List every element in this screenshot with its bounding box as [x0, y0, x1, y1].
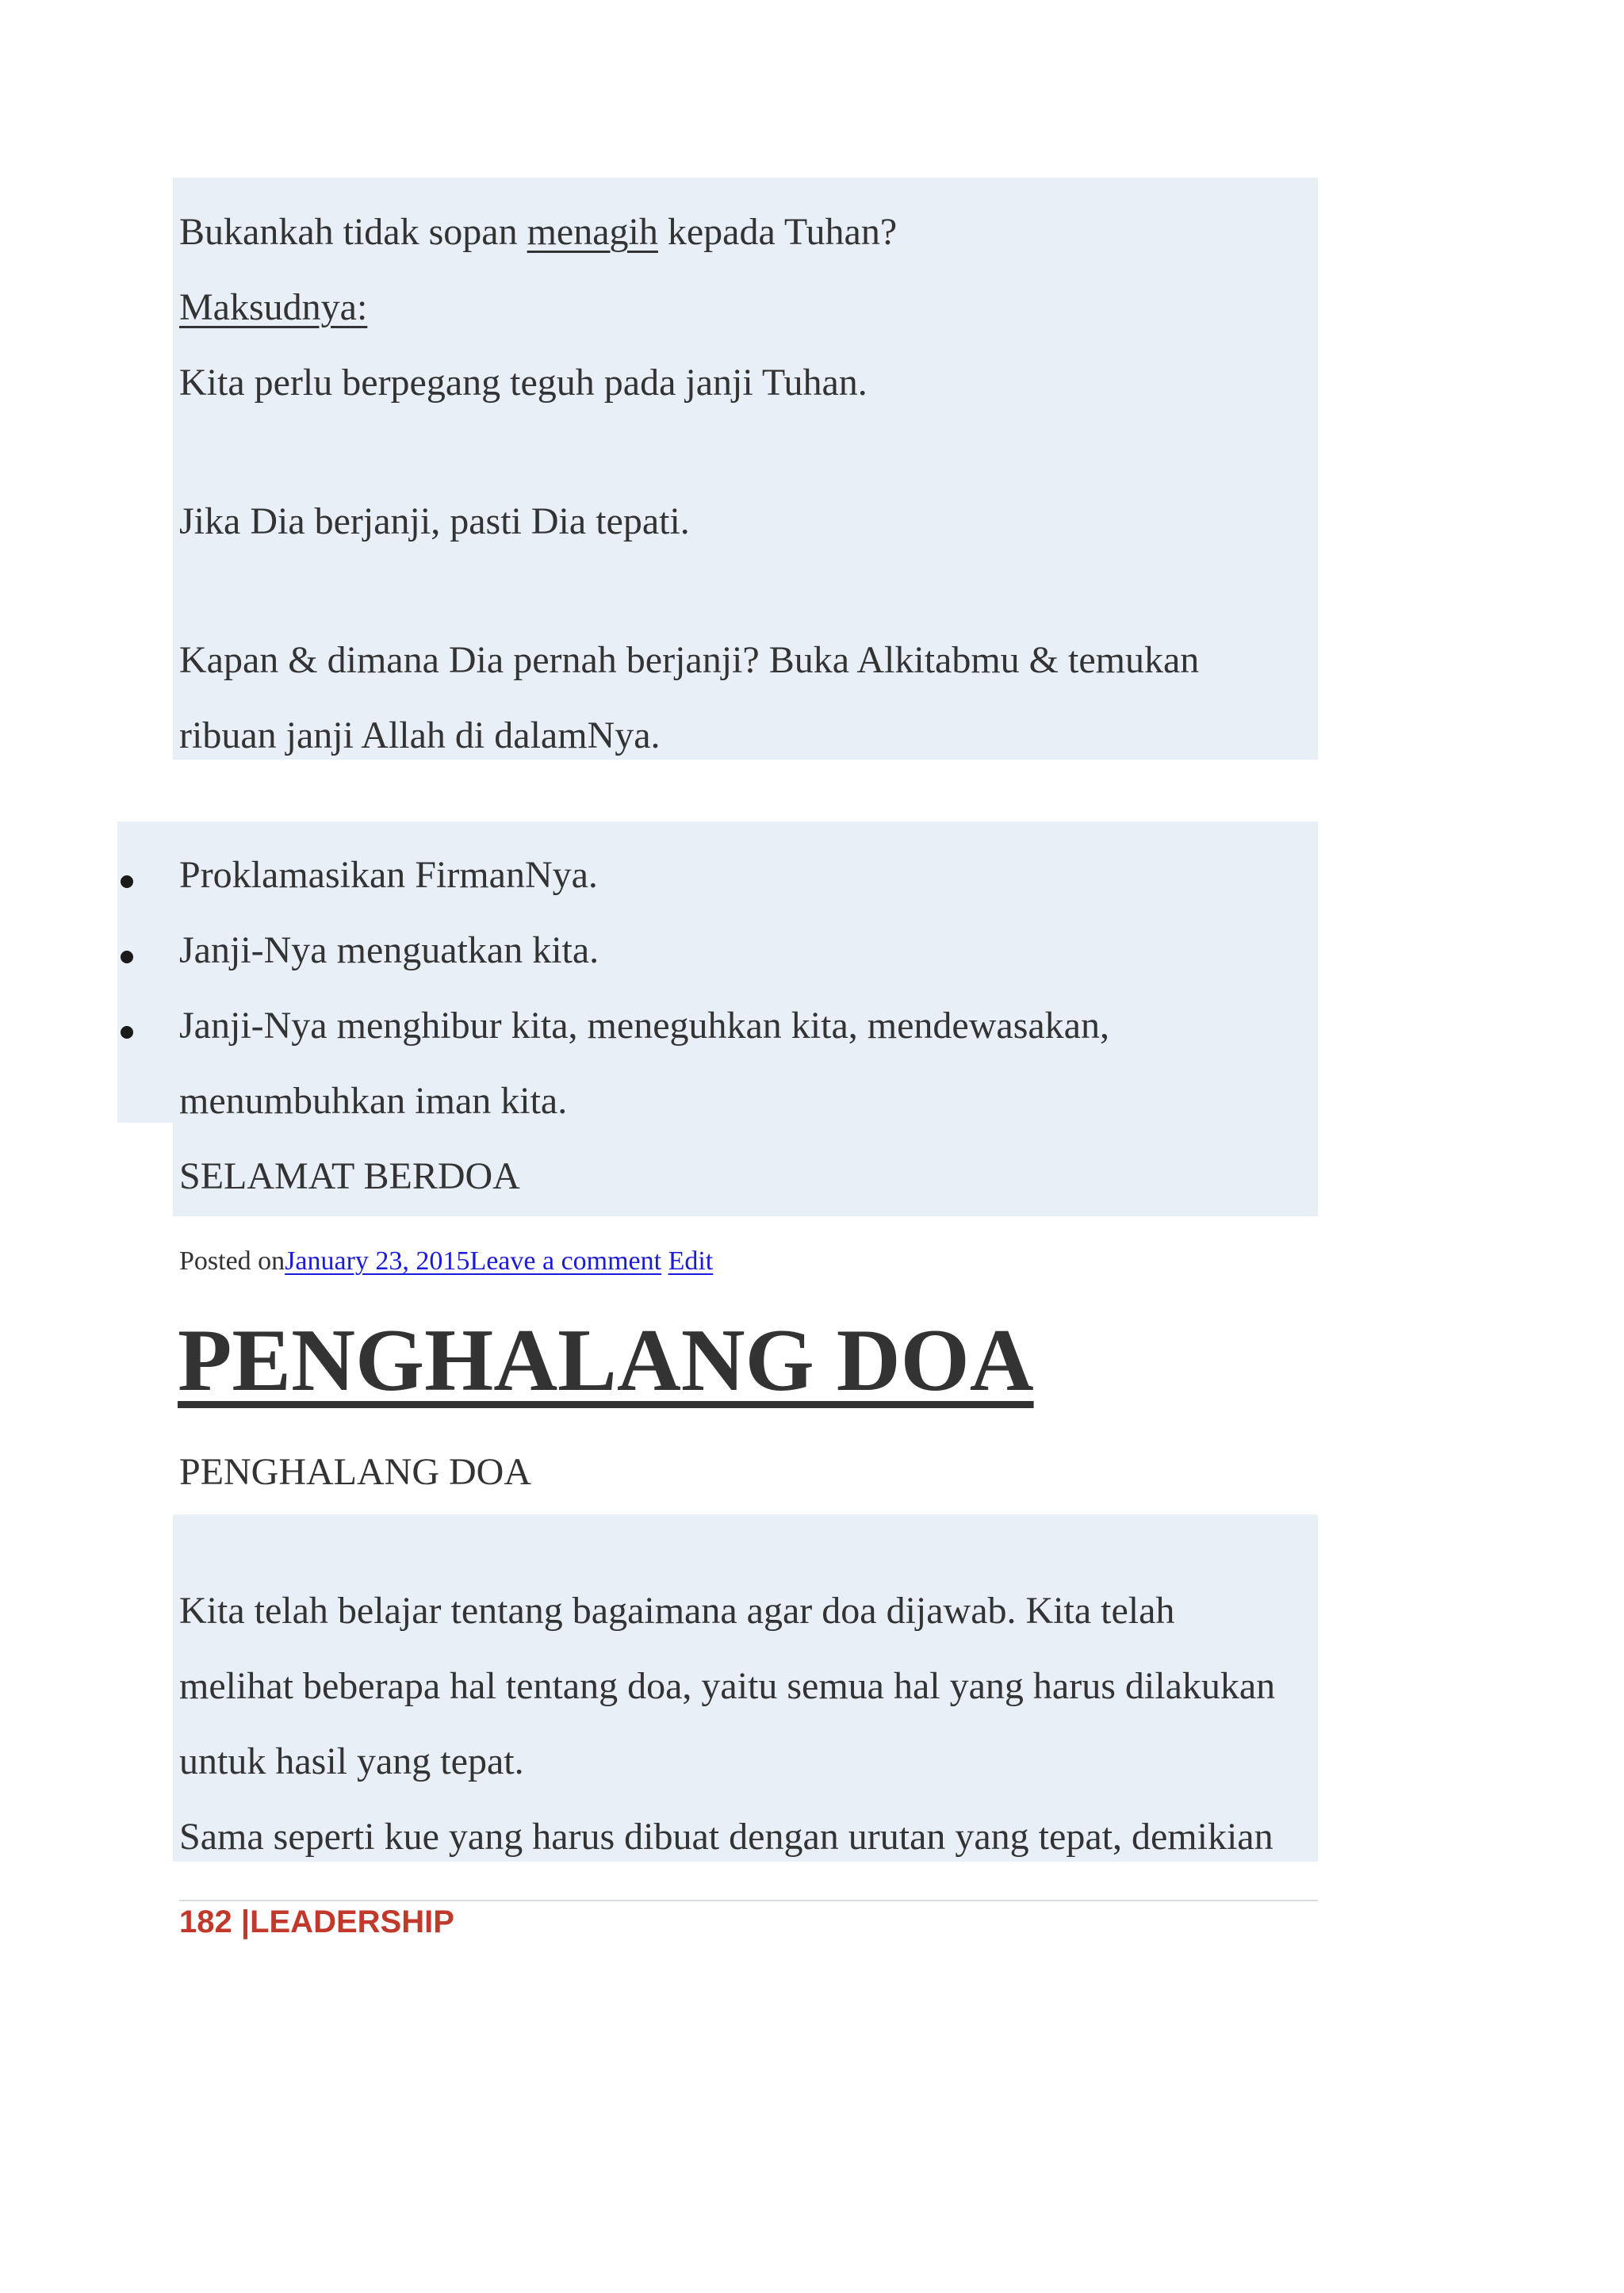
footer-separator: | — [232, 1904, 251, 1939]
paragraph-line: Sama seperti kue yang harus dibuat dengan urutan yang tepat, demikian — [179, 1816, 1274, 1858]
paragraph-line: melihat beberapa hal tentang doa, yaitu semua hal yang harus dilakukan — [179, 1665, 1276, 1707]
paragraph-line: Kapan & dimana Dia pernah berjanji? Buka Alkitabmu & temukan — [179, 639, 1200, 681]
question-text-after: kepada Tuhan? — [657, 211, 898, 253]
page-footer — [179, 1904, 454, 1940]
leave-comment-link[interactable]: Leave a comment — [469, 1246, 662, 1276]
closing-text: SELAMAT BERDOA — [179, 1155, 520, 1197]
bullet-dot-icon — [121, 1026, 133, 1039]
posted-on-label: Posted on — [179, 1246, 285, 1276]
menagih-link[interactable]: menagih — [527, 211, 658, 253]
list-item-continuation: menumbuhkan iman kita. — [179, 1080, 568, 1122]
list-item: Janji-Nya menguatkan kita. — [179, 929, 599, 971]
list-item: Proklamasikan FirmanNya. — [179, 854, 598, 896]
question-text-before: Bukankah tidak sopan — [179, 211, 527, 253]
paragraph-line: Jika Dia berjanji, pasti Dia tepati. — [179, 500, 690, 542]
paragraph-line: untuk hasil yang tepat. — [179, 1740, 524, 1782]
paragraph-line: ribuan janji Allah di dalamNya. — [179, 714, 661, 756]
maksudnya-label: Maksudnya: — [179, 286, 368, 328]
post-title-link[interactable]: PENGHALANG DOA — [178, 1311, 1034, 1410]
footer-divider — [179, 1900, 1318, 1901]
page-number: 182 — [179, 1904, 232, 1939]
footer-label: LEADERSHIP — [250, 1904, 454, 1939]
list-item: Janji-Nya menghibur kita, meneguhkan kita, mendewasakan, — [179, 1005, 1109, 1047]
bullet-dot-icon — [121, 875, 133, 888]
bullet-dot-icon — [121, 951, 133, 963]
paragraph-line: Kita perlu berpegang teguh pada janji Tuhan. — [179, 362, 868, 404]
post-subtitle: PENGHALANG DOA — [179, 1451, 531, 1493]
paragraph-line: Kita telah belajar tentang bagaimana agar doa dijawab. Kita telah — [179, 1590, 1175, 1632]
edit-link[interactable]: Edit — [668, 1246, 714, 1276]
post-meta — [179, 1246, 713, 1277]
post-date-link[interactable]: January 23, 2015 — [285, 1246, 470, 1276]
question-line — [179, 213, 897, 251]
